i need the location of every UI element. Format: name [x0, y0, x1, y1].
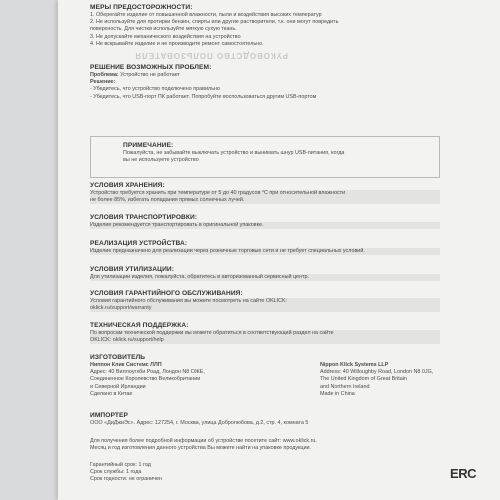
precautions-section — [90, 4, 440, 48]
disposal-title: УСЛОВИЯ УТИЛИЗАЦИИ: — [90, 266, 175, 273]
manufacturer-ru — [90, 354, 290, 398]
manufacturer-name-ru: Ниппон Клик Системс ЛЛП — [90, 362, 162, 368]
service-life: Срок службы: 1 года — [90, 469, 142, 476]
importer-title: ИМПОРТЕР — [90, 412, 129, 419]
precaution-line: поверхность. Для чистки используйте мягкую сухую ткань. — [90, 26, 237, 33]
manual-page — [58, 0, 500, 500]
importer-section — [90, 412, 440, 427]
sale-section — [90, 240, 440, 255]
sale-title: РЕАЛИЗАЦИЯ УСТРОЙСТВА: — [90, 240, 188, 247]
support-section — [90, 322, 440, 344]
solution-label: Решение: — [90, 79, 116, 86]
support-url: OKLICK: oklick.ru/support/help — [90, 337, 440, 344]
storage-line: не более 85%, избегать попадания прямых солнечных лучей. — [90, 197, 440, 204]
manufacturer-line-ru: и Северной Ирландии — [90, 383, 146, 390]
eac-certification-mark: ERC — [450, 466, 476, 481]
warranty-title: УСЛОВИЯ ГАРАНТИЙНОГО ОБСЛУЖИВАНИЯ: — [90, 290, 243, 297]
note-line: вы не используете устройство — [123, 157, 199, 164]
precaution-line: 1. Оберегайте изделие от повышенной влажности, пыли и воздействия высоких температур — [90, 12, 322, 18]
note-box — [90, 136, 440, 178]
warranty-section — [90, 290, 440, 312]
storage-line: Устройство требуется хранить при температуре от 5 до 40 градусов °С при относительной влажности — [90, 190, 440, 197]
more-info-line: Месяц и год изготовления данного устройства Вы можете найти на упаковке продукции. — [90, 445, 312, 452]
solution-line: - Убедитесь, что устройство подключено правильно — [90, 86, 220, 93]
precautions-title: МЕРЫ ПРЕДОСТОРОЖНОСТИ: — [90, 4, 193, 11]
note-line: Пожалуйста, не забывайте выключать устройство и вынимать шнур USB-питания, когда — [123, 150, 345, 156]
manufacturer-line-en: Address: 40 Willoughby Road, London N8 0JG, — [320, 369, 434, 376]
manufacturer-line-en: The United Kingdom of Great Britain — [320, 376, 407, 383]
warranty-url: oklick.ru/support/warranty — [90, 305, 440, 312]
transport-title: УСЛОВИЯ ТРАНСПОРТИРОВКИ: — [90, 214, 198, 221]
manufacturer-line-ru: Сделано в Китае — [90, 390, 133, 397]
warranty-period: Гарантийный срок: 1 год — [90, 462, 151, 468]
shelf-life: Срок годности: не ограничен — [90, 476, 162, 483]
manufacturer-line-ru: Соединенное Королевство Великобритании — [90, 376, 201, 383]
precaution-line: 3. Не допускайте механического воздействия на устройство — [90, 33, 241, 40]
manufacturer-title: ИЗГОТОВИТЕЛЬ — [90, 354, 146, 361]
storage-section — [90, 182, 440, 204]
sale-line: Изделие предназначено для реализации через розничные торговые сети и не требует специальных условий. — [90, 248, 440, 255]
warranty-line: Условия гарантийного обслуживания вы можете посмотреть на сайте OKLICK: — [90, 298, 440, 305]
bleed-through-title: РУКОВОДСТВО ПОЛЬЗОВАТЕЛЯ — [134, 51, 288, 60]
manufacturer-line-ru: Адрес: 40 Виллоугхби Роад, Лондон N8 ОЖЕ, — [90, 369, 205, 376]
manufacturer-line-en: Made in China — [320, 390, 355, 397]
precaution-line: 4. Не вскрывайте изделие и не производите ремонт самостоятельно. — [90, 40, 264, 47]
problem-label: Проблема: — [90, 72, 119, 78]
disposal-line: Для утилизации изделия, пожалуйста, обратитесь в авторизованный сервисный центр. — [90, 274, 440, 281]
troubleshooting-title: РЕШЕНИЕ ВОЗМОЖНЫХ ПРОБЛЕМ: — [90, 64, 212, 71]
manufacturer-en — [320, 362, 490, 398]
more-info-line: Для получения более подробной информации об устройстве посетите сайт: www.oklick.ru. — [90, 438, 317, 444]
problem-line — [90, 72, 440, 79]
manufacturer-name-en: Nippon Klick Systems LLP — [320, 362, 389, 368]
note-title: ПРИМЕЧАНИЕ: — [123, 142, 174, 149]
support-line: По вопросам технической поддержки вы можете обратиться в соответствующий раздел на сайте — [90, 330, 440, 337]
storage-title: УСЛОВИЯ ХРАНЕНИЯ: — [90, 182, 165, 189]
terms-section — [90, 462, 290, 484]
disposal-section — [90, 266, 440, 281]
precaution-line: 2. Не используйте для протирки бензин, спирты или другие растворители, т.к. они могут повредить — [90, 19, 339, 26]
manufacturer-line-en: and Northern Ireland — [320, 383, 370, 390]
importer-line: ООО «ДиДжиЭс». Адрес: 127254, г. Москва, улица Добролюбова, д.2, стр. 4, комната 5 — [90, 420, 309, 426]
transport-line: Изделие рекомендуется транспортировать в оригинальной упаковке. — [90, 222, 440, 229]
transport-section — [90, 214, 440, 229]
problem-text: Устройство не работает — [120, 72, 180, 78]
troubleshooting-section — [90, 64, 440, 101]
more-info-section — [90, 438, 440, 452]
support-title: ТЕХНИЧЕСКАЯ ПОДДЕРЖКА: — [90, 322, 189, 329]
solution-line: - Убедитесь, что USB-порт ПК работает. Попробуйте воспользоваться другим USB-портом — [90, 93, 317, 100]
